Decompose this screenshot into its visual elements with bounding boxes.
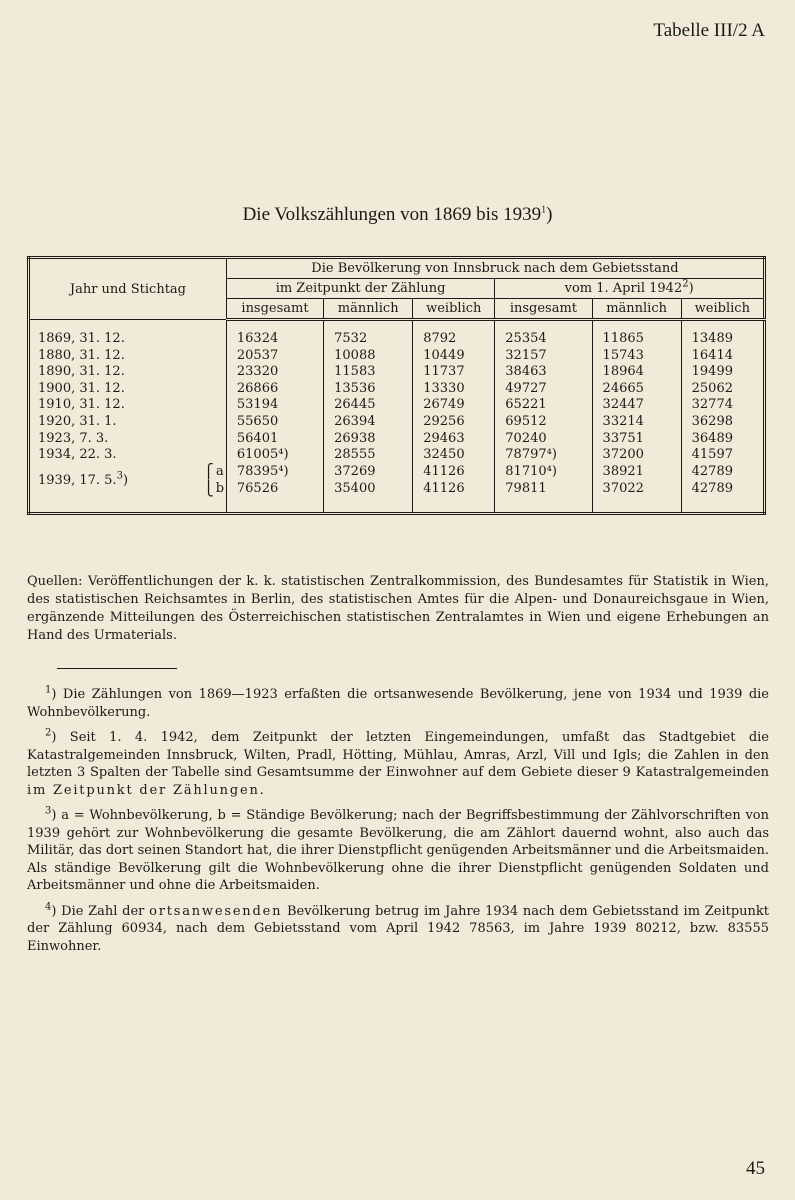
subheader-insgesamt-b: insgesamt bbox=[495, 299, 592, 320]
table-cell: 70240 bbox=[495, 431, 592, 448]
header-group-main: Die Bevölkerung von Innsbruck nach dem Gebietsstand bbox=[226, 258, 764, 279]
row-sub-label-a bbox=[203, 464, 226, 481]
row-date: 1934, 22. 3. bbox=[38, 447, 117, 463]
table-cell: 41597 bbox=[681, 447, 764, 464]
table-cell: 11583 bbox=[324, 364, 413, 381]
footnote-3-mark: 3 bbox=[45, 805, 52, 817]
table-cell: 38463 bbox=[495, 364, 592, 381]
footnote-divider bbox=[57, 668, 177, 669]
page-number: 45 bbox=[746, 1158, 765, 1179]
table-cell: 76526 bbox=[226, 481, 323, 498]
row-date-1939-paren: ) bbox=[122, 472, 129, 488]
table-cell: 55650 bbox=[226, 414, 323, 431]
table-cell: 65221 bbox=[495, 397, 592, 414]
footnote-1-mark: 1 bbox=[45, 684, 52, 696]
footnote-2-end: . bbox=[259, 782, 264, 798]
table-cell: 20537 bbox=[226, 348, 323, 365]
table-row-1939-a bbox=[29, 464, 765, 481]
row-date: 1900, 31. 12. bbox=[38, 380, 125, 396]
table-cell: 53194 bbox=[226, 397, 323, 414]
page-title bbox=[0, 204, 795, 226]
sources-paragraph: Quellen: Veröffentlichungen der k. k. statistischen Zentralkommission, des Bundesamtes für Statistik in Wien, des statistischen Reichsamtes in Berlin, des statistischen Amtes für die Alpen- und Donaureichsgaue in Wien, ergänzende Mitteilungen des Österreichischen statistischen Zentralamtes in Wien und eigene Erhebungen an Hand des Urmaterials. bbox=[27, 574, 769, 643]
row-date-1939 bbox=[29, 464, 204, 498]
table-cell: 10088 bbox=[324, 348, 413, 365]
footnote-3 bbox=[27, 807, 769, 895]
footnote-3-text: ) a = Wohnbevölkerung, b = Ständige Bevölkerung; nach der Begriffsbestimmung der Zählvorschriften von 1939 gehört zur Wohnbevölkerung die gesamte Bevölkerung, die am Zählort dauernd wohnt, also auch das Militär, das dort seinen Standort hat, die ihrer Dienstpflicht genügenden Arbeitsmänner und die Arbeitsmaiden. Als ständige Bevölkerung gilt die Wohnbevölkerung ohne die ihrer Dienstpflicht genügenden Soldaten und Arbeitsmänner und ohne die Arbeitsmaiden. bbox=[27, 808, 769, 893]
table-cell: 42789 bbox=[681, 464, 764, 481]
row-date: 1920, 31. 1. bbox=[38, 413, 117, 429]
subheader-weiblich-b: weiblich bbox=[681, 299, 764, 320]
table-cell: 25354 bbox=[495, 331, 592, 348]
row-date-1939-text: 1939, 17. 5. bbox=[38, 472, 117, 488]
table-row bbox=[29, 348, 765, 365]
row-sub-letter: a bbox=[215, 464, 224, 480]
table-cell: 32157 bbox=[495, 348, 592, 365]
footnote-1-text: ) Die Zählungen von 1869—1923 erfaßten die ortsanwesende Bevölkerung, jene von 1934 und 1939 die Wohnbevölkerung. bbox=[27, 687, 769, 720]
row-date-1939-fn: 3 bbox=[116, 470, 123, 482]
subheader-weiblich-a: weiblich bbox=[413, 299, 495, 320]
table-cell: 13489 bbox=[681, 331, 764, 348]
row-date: 1880, 31. 12. bbox=[38, 347, 125, 363]
header-group-b-text: vom 1. April 1942 bbox=[564, 281, 683, 296]
table-cell: 49727 bbox=[495, 381, 592, 398]
subheader-maennlich-b: männlich bbox=[592, 299, 681, 320]
table-cell: 13536 bbox=[324, 381, 413, 398]
footnote-2-spaced: im Zeitpunkt der Zählungen bbox=[27, 782, 260, 798]
table-cell: 16324 bbox=[226, 331, 323, 348]
table-row bbox=[29, 431, 765, 448]
footnote-2-mark: 2 bbox=[45, 727, 52, 739]
table-row bbox=[29, 331, 765, 348]
table-bottom-spacer bbox=[29, 498, 765, 514]
table-cell: 32447 bbox=[592, 397, 681, 414]
table-cell: 35400 bbox=[324, 481, 413, 498]
table-row bbox=[29, 381, 765, 398]
brace-glyph: ⎩ bbox=[203, 480, 214, 497]
header-group-a: im Zeitpunkt der Zählung bbox=[226, 279, 494, 299]
table-cell: 24665 bbox=[592, 381, 681, 398]
table-cell: 37200 bbox=[592, 447, 681, 464]
footnote-4-text: Bevölkerung betrug im Jahre 1934 nach dem Gebietsstand im Zeitpunkt der Zählung 60934, nach dem Gebietsstand vom April 1942 78563, im Jahre 1939 80212, bzw. 83555 Einwohner. bbox=[27, 903, 770, 954]
table-cell: 78395⁴) bbox=[226, 464, 323, 481]
table-cell: 25062 bbox=[681, 381, 764, 398]
table-cell: 23320 bbox=[226, 364, 323, 381]
table-cell: 69512 bbox=[495, 414, 592, 431]
table-cell: 28555 bbox=[324, 447, 413, 464]
table-cell: 19499 bbox=[681, 364, 764, 381]
table-cell: 81710⁴) bbox=[495, 464, 592, 481]
footnotes bbox=[27, 686, 769, 963]
subheader-insgesamt-a: insgesamt bbox=[226, 299, 323, 320]
title-paren: ) bbox=[546, 204, 553, 225]
table-cell: 32450 bbox=[413, 447, 495, 464]
footnote-2 bbox=[27, 729, 769, 799]
table-cell: 32774 bbox=[681, 397, 764, 414]
table-cell: 56401 bbox=[226, 431, 323, 448]
row-date: 1923, 7. 3. bbox=[38, 430, 109, 446]
table-row bbox=[29, 447, 765, 464]
title-footnote-mark: 1 bbox=[541, 204, 547, 216]
table-cell: 38921 bbox=[592, 464, 681, 481]
table-cell: 33214 bbox=[592, 414, 681, 431]
table-row bbox=[29, 364, 765, 381]
footnote-4-spaced: ortsanwesenden bbox=[149, 903, 283, 919]
row-date: 1890, 31. 12. bbox=[38, 364, 125, 380]
header-group-b bbox=[495, 279, 765, 299]
table-cell: 8792 bbox=[413, 331, 495, 348]
header-group-b-fn: 2 bbox=[682, 278, 689, 290]
row-date: 1910, 31. 12. bbox=[38, 397, 125, 413]
table-cell: 42789 bbox=[681, 481, 764, 498]
footnote-4 bbox=[27, 903, 769, 956]
table-cell: 26394 bbox=[324, 414, 413, 431]
table-cell: 41126 bbox=[413, 481, 495, 498]
footnote-4-mark: 4 bbox=[45, 901, 52, 913]
table-cell: 36298 bbox=[681, 414, 764, 431]
table-label: Tabelle III/2 A bbox=[653, 20, 765, 41]
title-text: Die Volkszählungen von 1869 bis 1939 bbox=[242, 204, 542, 225]
table-cell: 15743 bbox=[592, 348, 681, 365]
table-row bbox=[29, 397, 765, 414]
table-cell: 79811 bbox=[495, 481, 592, 498]
table-cell: 26866 bbox=[226, 381, 323, 398]
table-cell: 13330 bbox=[413, 381, 495, 398]
table-cell: 16414 bbox=[681, 348, 764, 365]
table-cell: 41126 bbox=[413, 464, 495, 481]
table-cell: 78797⁴) bbox=[495, 447, 592, 464]
census-table bbox=[27, 256, 766, 515]
table-cell: 18964 bbox=[592, 364, 681, 381]
table-cell: 26749 bbox=[413, 397, 495, 414]
table-cell: 11865 bbox=[592, 331, 681, 348]
footnote-1 bbox=[27, 686, 769, 721]
table-cell: 29256 bbox=[413, 414, 495, 431]
row-sub-letter: b bbox=[215, 481, 225, 497]
table-cell: 36489 bbox=[681, 431, 764, 448]
header-date: Jahr und Stichtag bbox=[29, 258, 227, 320]
table-row bbox=[29, 414, 765, 431]
row-date: 1869, 31. 12. bbox=[38, 331, 125, 346]
subheader-maennlich-a: männlich bbox=[324, 299, 413, 320]
table-cell: 33751 bbox=[592, 431, 681, 448]
row-sub-label-b bbox=[203, 481, 226, 498]
table-cell: 11737 bbox=[413, 364, 495, 381]
footnote-2-text: ) Seit 1. 4. 1942, dem Zeitpunkt der letzten Eingemeindungen, umfaßt das Stadtgebiet die Katastralgemeinden Innsbruck, Wilten, Pradl, Hötting, Mühlau, Amras, Arzl, Vill und Igls; die Zahlen in den letzten 3 Spalten der Tabelle sind Gesamtsumme der Einwohner auf dem Gebiete dieser 9 Katastralgemeinden bbox=[27, 730, 769, 780]
header-group-b-paren: ) bbox=[688, 281, 694, 296]
table-cell: 37269 bbox=[324, 464, 413, 481]
table-cell: 10449 bbox=[413, 348, 495, 365]
footnote-4-pre: ) Die Zahl der bbox=[51, 903, 150, 919]
table-cell: 26938 bbox=[324, 431, 413, 448]
table-cell: 26445 bbox=[324, 397, 413, 414]
table-cell: 29463 bbox=[413, 431, 495, 448]
brace-glyph: ⎧ bbox=[203, 463, 214, 480]
table-cell: 37022 bbox=[592, 481, 681, 498]
table-cell: 61005⁴) bbox=[226, 447, 323, 464]
table-cell: 7532 bbox=[324, 331, 413, 348]
